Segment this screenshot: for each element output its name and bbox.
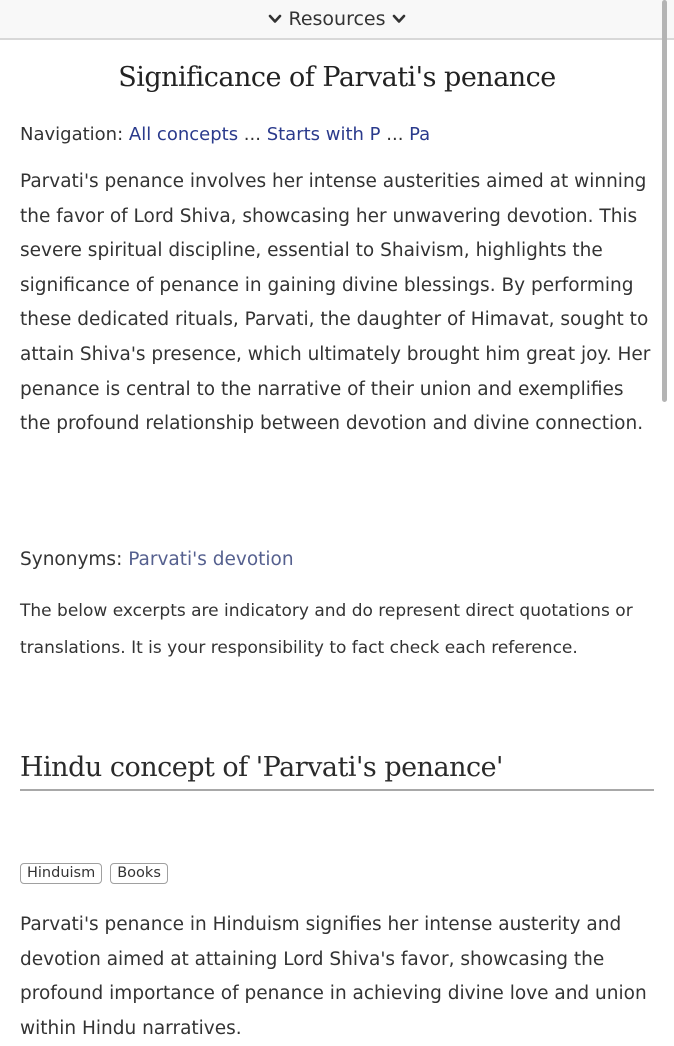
page-title: Significance of Parvati's penance (118, 62, 556, 93)
section-description: Parvati's penance in Hinduism signifies her intense austerity and devotion aimed at attaining Lord Shiva's favor, showcasing the profound importance of penance in achieving divine love and union within Hindu narratives. (20, 914, 647, 1039)
resources-toggle[interactable] (0, 0, 674, 40)
section-heading: Hindu concept of 'Parvati's penance' (20, 752, 654, 791)
chevron-down-icon (268, 12, 282, 26)
breadcrumb-pa[interactable]: Pa (409, 124, 431, 145)
synonyms (20, 549, 294, 570)
disclaimer: The below excerpts are indicatory and do represent direct quotations or translations. It is your responsibility to fact check each reference. (20, 601, 633, 658)
synonym-link[interactable]: Parvati's devotion (128, 549, 294, 570)
breadcrumb-all-concepts[interactable]: All concepts (128, 124, 239, 145)
tag-books[interactable]: Books (110, 863, 168, 884)
breadcrumb-label: Navigation: (20, 124, 124, 145)
resources-label: Resources (288, 8, 386, 30)
breadcrumb-starts-with-p[interactable]: Starts with P (266, 124, 381, 145)
chevron-down-icon (392, 12, 406, 26)
breadcrumb (20, 124, 430, 145)
tag-hinduism[interactable]: Hinduism (20, 863, 102, 884)
synonyms-label: Synonyms: (20, 549, 123, 570)
breadcrumb-separator: ... (238, 124, 267, 145)
scrollbar-thumb[interactable] (662, 0, 667, 402)
breadcrumb-separator: ... (380, 124, 410, 145)
concept-description: Parvati's penance involves her intense austerities aimed at winning the favor of Lord Shiva, showcasing her unwavering devotion. This severe spiritual discipline, essential to Shaivism, highlights the significance of penance in gaining divine blessings. By performing these dedicated rituals, Parvati, the daughter of Himavat, sought to attain Shiva's presence, which ultimately brought him great joy. Her penance is central to the narrative of their union and exemplifies the profound relationship between devotion and divine connection. (20, 171, 651, 435)
tag-list (20, 863, 168, 884)
